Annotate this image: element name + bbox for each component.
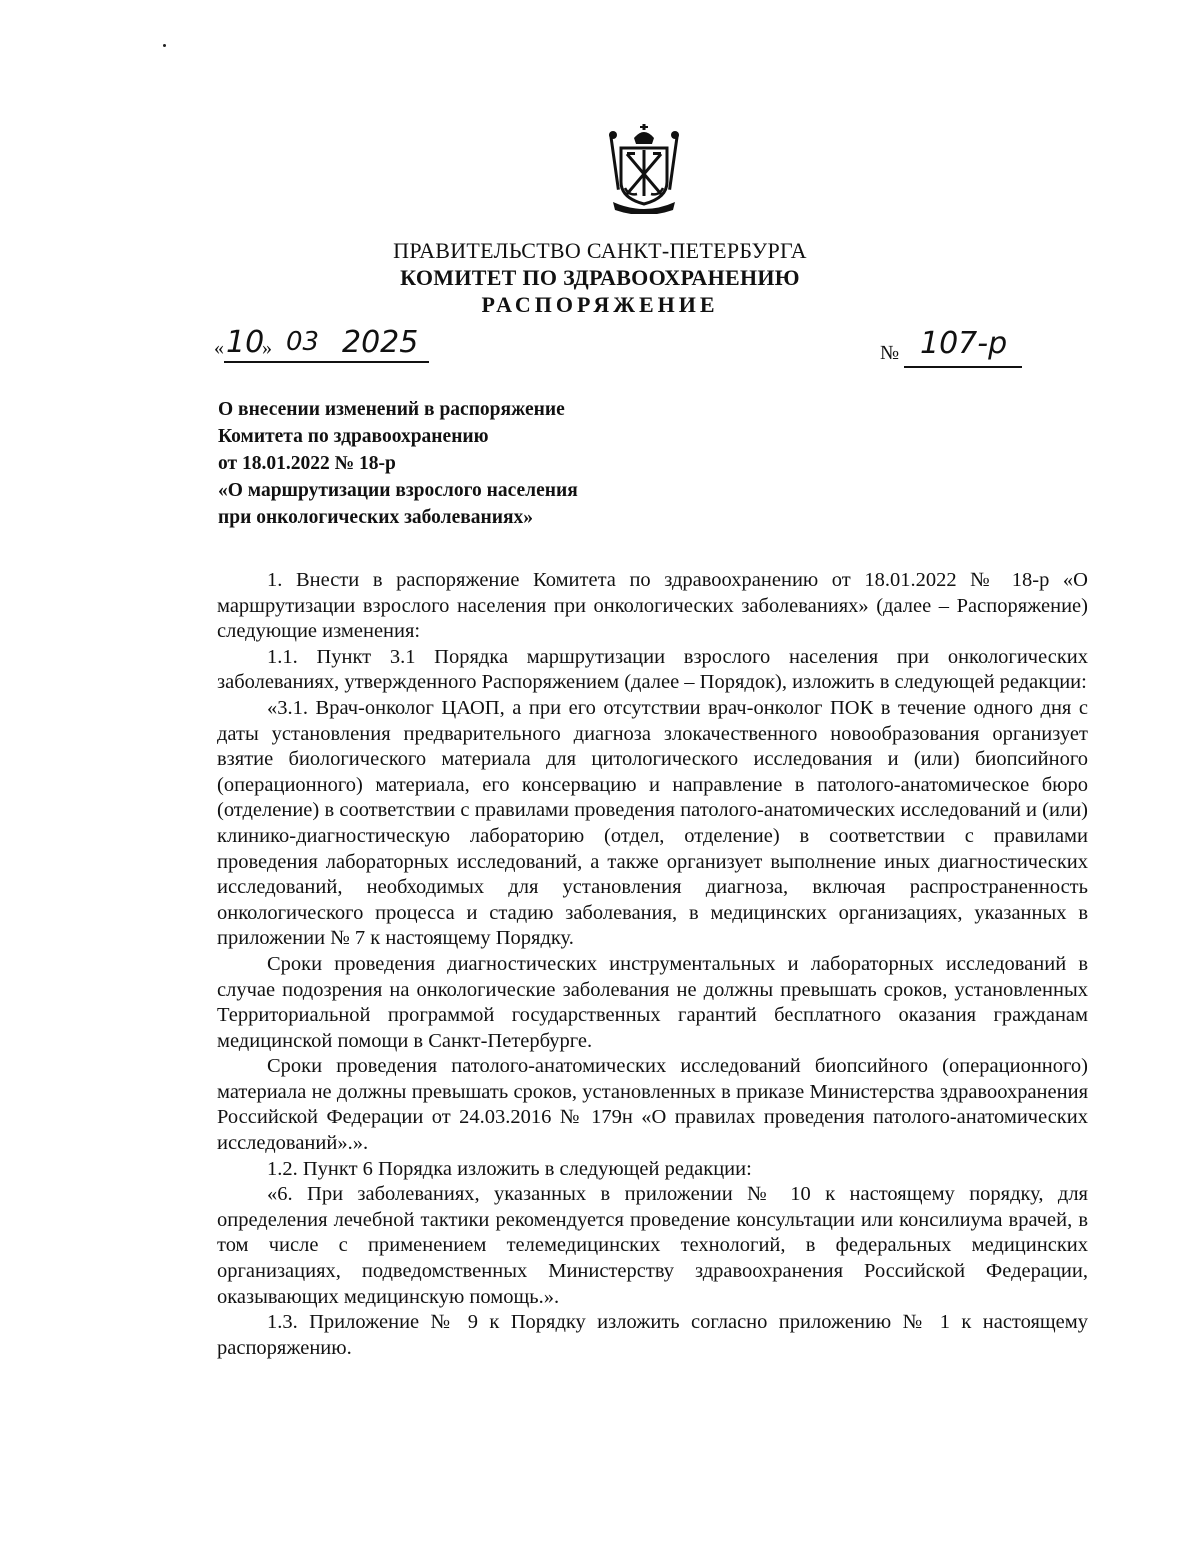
document-body [217, 568, 1088, 1361]
date-underline [224, 361, 429, 363]
date-day: 10 [226, 325, 265, 360]
subject-line: «О маршрутизации взрослого населения [218, 480, 578, 501]
date-close-quote: » [262, 337, 272, 359]
scan-speck [163, 44, 166, 47]
body-paragraph: 1. Внести в распоряжение Комитета по здравоохранению от 18.01.2022 № 18-р «О маршрутизации взрослого населения при онкологических заболеваниях» (далее – Распоряжение) следующие изменения: [217, 569, 1088, 643]
date-month: 03 [286, 327, 320, 357]
body-paragraph: «6. При заболеваниях, указанных в приложении № 10 к настоящему порядку, для определения лечебной тактики рекомендуется проведение консультации или консилиума врачей, в том числе с применением телемедицинских технологий, в федеральных медицинских организациях, подведомственных Министерству здравоохранения Российской Федерации, оказывающих медицинскую помощь.». [217, 1183, 1088, 1308]
document-number [880, 326, 1020, 370]
document-subject [218, 396, 738, 531]
subject-line: при онкологических заболеваниях» [218, 507, 534, 528]
body-paragraph: 1.2. Пункт 6 Порядка изложить в следующей редакции: [267, 1157, 752, 1180]
subject-line: от 18.01.2022 № 18-р [218, 453, 396, 474]
body-paragraph: 1.1. Пункт 3.1 Порядка маршрутизации взрослого населения при онкологических заболеваниях, утвержденного Распоряжением (далее – Порядок), изложить в следующей редакции: [217, 645, 1088, 694]
number-underline [904, 366, 1022, 368]
document-date [214, 325, 424, 365]
number-label: № [880, 342, 900, 364]
subject-line: Комитета по здравоохранению [218, 426, 489, 447]
body-paragraph: Сроки проведения диагностических инструментальных и лабораторных исследований в случае подозрения на онкологические заболевания не должны превышать сроков, установленных Территориальной программой государственных гарантий бесплатного оказания гражданам медицинской помощи в Санкт-Петербурге. [217, 952, 1088, 1052]
body-paragraph: 1.3. Приложение № 9 к Порядку изложить согласно приложению № 1 к настоящему распоряжению. [217, 1311, 1088, 1359]
subject-line: О внесении изменений в распоряжение [218, 399, 565, 420]
date-open-quote: « [214, 337, 224, 359]
government-title: ПРАВИТЕЛЬСТВО САНКТ-ПЕТЕРБУРГА [393, 238, 807, 263]
body-paragraph: «3.1. Врач-онколог ЦАОП, а при его отсутствии врач-онколог ПОК в течение одного дня с даты установления предварительного диагноза злокачественного новообразования организует взятие биологического материала для цитологического исследования и (или) биопсийного (операционного) материала, его консервацию и направление в патолого-анатомическое бюро (отделение) в соответствии с правилами проведения патолого-анатомических исследований и (или) клинико-диагностическую лабораторию (отдел, отделение) в соответствии с правилами проведения лабораторных исследований, а также организует выполнение иных диагностических исследований, необходимых для установления диагноза, включая распространенность онкологического процесса и стадию заболевания, в медицинских организациях, указанных в приложении № 7 к настоящему Порядку. [217, 696, 1088, 950]
date-year: 2025 [342, 325, 419, 360]
body-paragraph: Сроки проведения патолого-анатомических исследований биопсийного (операционного) материала не должны превышать сроков, установленных в приказе Министерства здравоохранения Российской Федерации от 24.03.2016 № 179н «О правилах проведения патолого-анатомических исследований».». [217, 1055, 1088, 1155]
number-value: 107-р [920, 326, 1008, 361]
document-type: РАСПОРЯЖЕНИЕ [481, 292, 719, 317]
coat-of-arms-icon [607, 124, 681, 214]
committee-title: КОМИТЕТ ПО ЗДРАВООХРАНЕНИЮ [400, 265, 800, 290]
